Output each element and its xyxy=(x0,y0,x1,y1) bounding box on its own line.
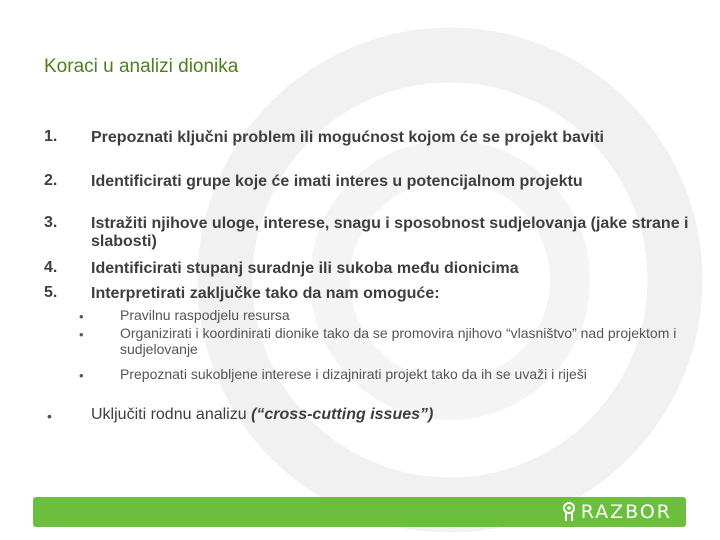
bullet-icon: • xyxy=(79,368,84,383)
page-title: Koraci u analizi dionika xyxy=(44,56,239,77)
footer-bar xyxy=(33,497,686,527)
step-text: Istražiti njihove uloge, interese, snagu i sposobnost sudjelovanja (jake strane i slabosti) xyxy=(91,215,689,250)
final-bullet-text xyxy=(91,406,691,424)
step-text: Identificirati grupe koje će imati interes u potencijalnom projektu xyxy=(91,173,583,190)
brand-name: RAZBOR xyxy=(580,501,672,523)
step-number: 2. xyxy=(44,172,58,189)
step-text: Interpretirati zaključke tako da nam omoguće: xyxy=(91,285,440,302)
sub-bullet-text: Pravilnu raspodjelu resursa xyxy=(120,307,290,323)
razbor-logo-icon xyxy=(562,502,576,522)
step-number: 1. xyxy=(44,128,58,145)
bullet-icon: • xyxy=(47,408,52,424)
bullet-icon: • xyxy=(79,309,84,324)
step-text: Prepoznati ključni problem ili mogućnost kojom će se projekt baviti xyxy=(91,129,604,146)
bullet-icon: • xyxy=(79,327,84,342)
final-bullet-main: Uključiti rodnu analizu xyxy=(91,406,252,423)
sub-bullet-text: Prepoznati sukobljene interese i dizajnirati projekt tako da ih se uvaži i riješi xyxy=(120,366,587,382)
step-text: Identificirati stupanj suradnje ili sukoba među dionicima xyxy=(91,260,519,277)
step-number: 3. xyxy=(44,214,58,231)
final-bullet-italic: (“cross-cutting issues”) xyxy=(251,406,434,423)
sub-bullet-text: Organizirati i koordinirati dionike tako da se promovira njihovo “vlasništvo” nad projektom i sudjelovanje xyxy=(120,325,677,357)
brand-logo xyxy=(562,501,672,523)
step-number: 4. xyxy=(44,259,58,276)
step-number: 5. xyxy=(44,284,58,301)
